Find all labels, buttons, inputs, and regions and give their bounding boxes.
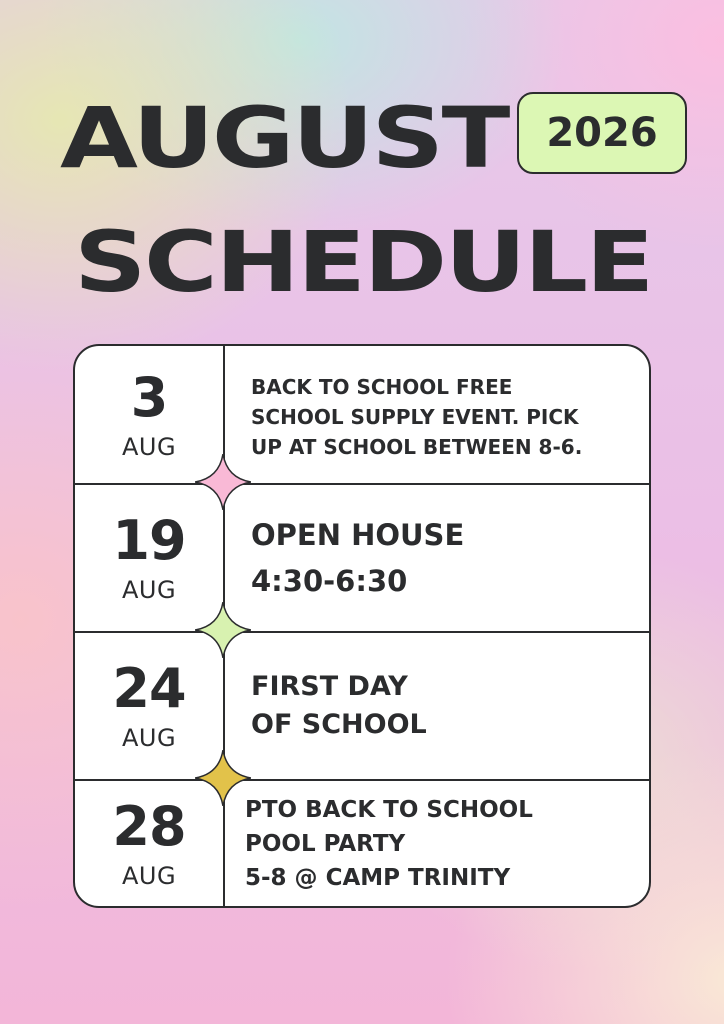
event-description bbox=[251, 485, 637, 631]
sparkle-icon bbox=[195, 750, 251, 806]
sparkle-icon bbox=[195, 454, 251, 510]
event-description bbox=[251, 356, 637, 477]
event-line: OPEN HOUSE bbox=[251, 518, 465, 552]
title-schedule: SCHEDULE bbox=[74, 213, 652, 311]
day-number: 28 bbox=[112, 794, 186, 858]
day-number: 19 bbox=[112, 509, 186, 572]
month-label: AUG bbox=[121, 724, 177, 752]
month-label: AUG bbox=[121, 861, 177, 890]
event-line: BACK TO SCHOOL FREE bbox=[251, 374, 513, 399]
event-line: POOL PARTY bbox=[245, 830, 406, 857]
event-line: SCHOOL SUPPLY EVENT. PICK bbox=[251, 404, 579, 429]
title-august: AUGUST bbox=[60, 89, 508, 187]
month-label: AUG bbox=[121, 432, 177, 461]
sparkle-icon bbox=[195, 602, 251, 658]
event-line: PTO BACK TO SCHOOL bbox=[245, 796, 533, 823]
event-description bbox=[251, 633, 637, 779]
month-label: AUG bbox=[121, 576, 177, 604]
event-line: 4:30-6:30 bbox=[251, 564, 408, 598]
event-line: 5-8 @ CAMP TRINITY bbox=[245, 864, 511, 891]
day-number: 3 bbox=[130, 365, 168, 429]
day-number: 24 bbox=[112, 657, 186, 720]
event-description bbox=[245, 781, 637, 906]
schedule-table bbox=[73, 344, 651, 908]
event-line: UP AT SCHOOL BETWEEN 8-6. bbox=[251, 434, 583, 459]
event-line: FIRST DAY bbox=[251, 671, 408, 702]
year-badge: 2026 bbox=[517, 92, 687, 174]
event-line: OF SCHOOL bbox=[251, 709, 427, 740]
